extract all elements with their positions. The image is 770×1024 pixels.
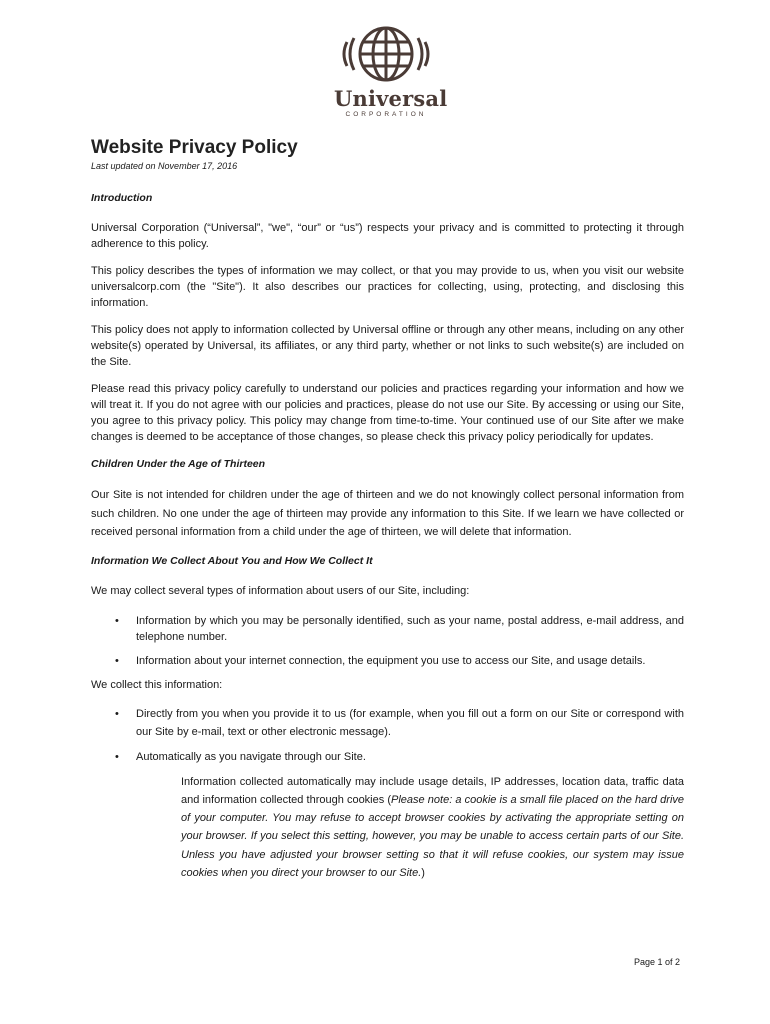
intro-paragraph-4: Please read this privacy policy carefully to understand our policies and practices regarding your information and how we will treat it. If you do not agree with our policies and practices, please do not use our Site. By accessing or using our Site, you agree to this privacy policy. This policy may change from time-to-time. Your continued use of our Site after we make changes is deemed to be acceptance of those changes, so please check this privacy policy periodically for updates. <box>91 383 684 443</box>
universal-logo <box>334 22 448 118</box>
last-updated: Last updated on November 17, 2016 <box>91 161 238 171</box>
policy-content <box>91 136 684 882</box>
list-item: • Information by which you may be personally identified, such as your name, postal address, e-mail address, and telephone number. <box>115 614 684 643</box>
globe-icon <box>334 22 438 86</box>
collect-intro: We may collect several types of information about users of our Site, including: <box>91 584 470 597</box>
list-item: • Information about your internet connection, the equipment you use to access our Site, and usage details. <box>115 654 646 667</box>
collect-how-list <box>91 705 684 765</box>
bullet-icon: • <box>115 614 119 627</box>
collect-list <box>91 613 684 669</box>
intro-paragraph-1: Universal Corporation (“Universal”, "we", “our” or “us”) respects your privacy and is committed to protecting it through adherence to this policy. <box>91 222 684 250</box>
collect-how-intro: We collect this information: <box>91 678 223 691</box>
page-number: Page 1 of 2 <box>634 957 681 967</box>
introduction-heading: Introduction <box>91 192 153 204</box>
auto-collection-paragraph: Information collected automatically may include usage details, IP addresses, location data, traffic data and information collected through cookies (Please note: a cookie is a small file placed on the hard drive of your computer. You may refuse to accept browser cookies by activating the appropriate setting on your browser. If you select this setting, however, you may be unable to access certain parts of our Site. Unless you have adjusted your browser setting so that it will refuse cookies, our system may issue cookies when you direct your browser to our Site.) <box>181 775 685 879</box>
collect-heading: Information We Collect About You and How We Collect It <box>91 554 373 567</box>
logo-subtitle: CORPORATION <box>345 111 427 118</box>
page-title: Website Privacy Policy <box>91 137 298 158</box>
intro-paragraph-2: This policy describes the types of information we may collect, or that you may provide to us, when you visit our website universalcorp.com (the "Site"). It also describes our practices for collecting, using, protecting, and disclosing this information. <box>91 265 684 309</box>
bullet-icon: • <box>115 707 119 720</box>
cookie-note: Please note: a cookie is a small file placed on the hard drive of your computer. You may refuse to accept browser cookies by activating the appropriate setting on your browser. If you select this setting, however, you may be unable to access certain parts of our Site. Unless you have adjusted your browser setting so that it will refuse cookies, our system may issue cookies when you direct your browser to our Site. <box>181 793 685 879</box>
children-paragraph: Our Site is not intended for children under the age of thirteen and we do not knowingly collect personal information from such children. No one under the age of thirteen may provide any information to this Site. If we learn we have collected or received personal information from a child under the age of thirteen, we will delete that information. <box>91 489 684 538</box>
intro-paragraph-3: This policy does not apply to information collected by Universal offline or through any other means, including on any other website(s) operated by Universal, its affiliates, or any third party, whether or not links to such website(s) are included on the Site. <box>91 324 684 368</box>
children-heading: Children Under the Age of Thirteen <box>91 458 266 470</box>
bullet-icon: • <box>115 654 119 667</box>
list-item: • Directly from you when you provide it to us (for example, when you fill out a form on our Site or correspond with our Site by e-mail, text or other electronic message). <box>91 705 684 741</box>
bullet-icon: • <box>115 750 119 763</box>
list-item: • Automatically as you navigate through our Site. <box>115 750 366 763</box>
logo-name: Universal <box>334 86 448 111</box>
